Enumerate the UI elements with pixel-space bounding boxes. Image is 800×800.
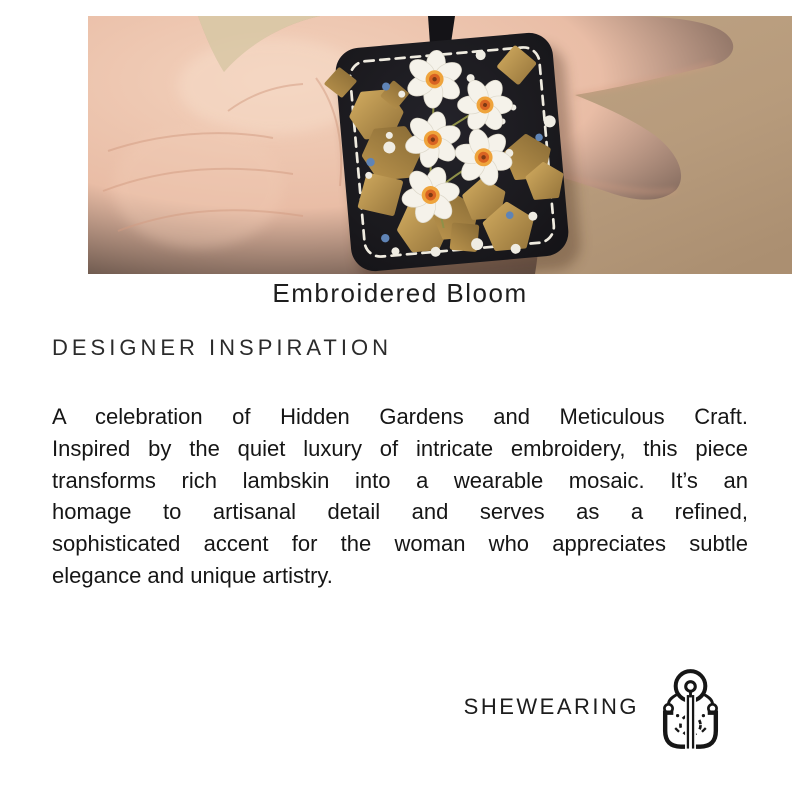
description-line: sophisticated accent for the woman who appreciates subtle — [52, 531, 748, 557]
description-paragraph — [52, 401, 748, 592]
description-line: transforms rich lambskin into a wearable mosaic. It’s an — [52, 467, 748, 493]
description-line: homage to artisanal detail and serves as a refined, — [52, 499, 748, 525]
shewearing-emblem-icon — [658, 664, 723, 750]
brand-signature — [464, 663, 723, 751]
brand-name: SHEWEARING — [463, 694, 639, 719]
product-photo — [88, 16, 792, 274]
description-line: Inspired by the quiet luxury of intricate embroidery, this piece — [52, 435, 748, 461]
description-line: elegance and unique artistry. — [52, 562, 333, 588]
product-title: Embroidered Bloom — [272, 278, 528, 308]
leather-charm — [324, 31, 571, 274]
product-photo-illustration — [88, 16, 792, 274]
description-line: A celebration of Hidden Gardens and Meticulous Craft. — [52, 404, 748, 429]
section-heading: DESIGNER INSPIRATION — [52, 335, 392, 360]
